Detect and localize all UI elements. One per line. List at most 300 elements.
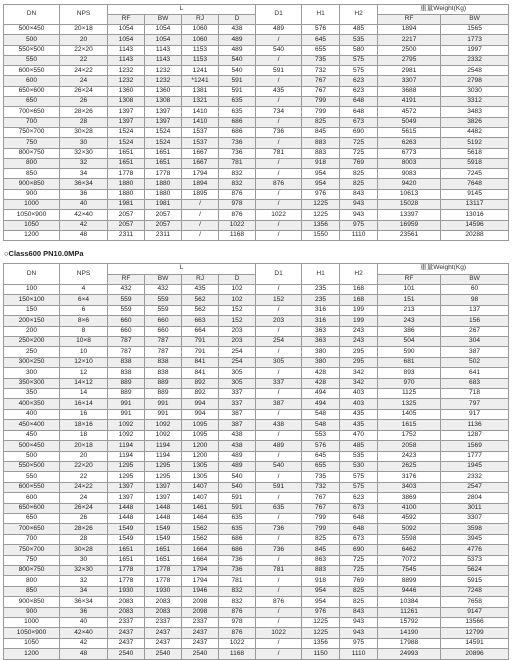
cell-h1: 799	[302, 513, 340, 523]
cell-l-rf: 1651	[108, 545, 145, 555]
cell-l-d: 254	[219, 357, 256, 367]
cell-weight-rf: 4100	[378, 503, 441, 513]
cell-l-rf: 838	[108, 368, 145, 378]
cell-h1: 732	[302, 66, 340, 76]
cell-h1: 1225	[302, 200, 340, 210]
cell-h1: 767	[302, 503, 340, 513]
cell-l-rf: 1930	[108, 586, 145, 596]
cell-l-bw: 1524	[145, 127, 182, 137]
table-row	[4, 138, 509, 148]
table-row	[4, 158, 509, 168]
cell-d1: /	[256, 117, 302, 127]
cell-l-rj: 435	[182, 285, 219, 295]
cell-d1: /	[256, 649, 302, 659]
cell-l-d: 876	[219, 628, 256, 638]
cell-weight-bw: 3945	[441, 534, 509, 544]
cell-l-rf: 2311	[108, 230, 145, 240]
header-weight-bw: BW	[441, 15, 509, 25]
cell-h2: 403	[340, 399, 378, 409]
cell-l-bw: 1397	[145, 482, 182, 492]
cell-l-rj: /	[182, 200, 219, 210]
header-weight-rf: RF	[378, 274, 441, 285]
cell-l-rf: 1880	[108, 189, 145, 199]
cell-l-d: 540	[219, 55, 256, 65]
cell-nps: 26×24	[60, 503, 108, 513]
table-row	[4, 378, 509, 388]
cell-l-rj: /	[182, 210, 219, 220]
table-row	[4, 565, 509, 575]
cell-dn: 800	[4, 576, 60, 586]
cell-dn: 900	[4, 607, 60, 617]
cell-weight-rf: 213	[378, 305, 441, 315]
cell-h1: 767	[302, 493, 340, 503]
cell-dn: 200	[4, 326, 60, 336]
cell-h2: 623	[340, 76, 378, 86]
table-row	[4, 55, 509, 65]
cell-nps: 12	[60, 368, 108, 378]
cell-nps: 10×8	[60, 337, 108, 347]
cell-l-rj: 2437	[182, 638, 219, 648]
cell-dn: 650×600	[4, 86, 60, 96]
cell-dn: 100	[4, 285, 60, 295]
header-h1: H1	[302, 264, 340, 285]
header-rf: RF	[108, 274, 145, 285]
cell-d1: /	[256, 220, 302, 230]
cell-l-bw: 2437	[145, 638, 182, 648]
cell-l-rj: 2540	[182, 649, 219, 659]
cell-weight-rf: 101	[378, 285, 441, 295]
cell-h2: 975	[340, 220, 378, 230]
cell-dn: 850	[4, 586, 60, 596]
cell-l-bw: 2057	[145, 220, 182, 230]
cell-weight-rf: 243	[378, 316, 441, 326]
cell-nps: 24	[60, 493, 108, 503]
cell-h1: 845	[302, 545, 340, 555]
cell-d1: /	[256, 493, 302, 503]
table-row	[4, 86, 509, 96]
cell-l-rf: 1651	[108, 148, 145, 158]
cell-weight-rf: 3307	[378, 76, 441, 86]
cell-l-bw: 1880	[145, 189, 182, 199]
cell-l-rf: 660	[108, 326, 145, 336]
cell-dn: 1200	[4, 230, 60, 240]
cell-l-rj: 1410	[182, 117, 219, 127]
table-row	[4, 534, 509, 544]
cell-d1: /	[256, 347, 302, 357]
cell-d1: /	[256, 451, 302, 461]
cell-h2: 295	[340, 357, 378, 367]
cell-h2: 168	[340, 285, 378, 295]
cell-d1: 254	[256, 337, 302, 347]
cell-dn: 550	[4, 55, 60, 65]
cell-weight-rf: 15028	[378, 200, 441, 210]
cell-dn: 300×250	[4, 357, 60, 367]
cell-nps: 40	[60, 200, 108, 210]
cell-l-rj: 1667	[182, 158, 219, 168]
cell-weight-bw: 3011	[441, 503, 509, 513]
cell-dn: 500	[4, 35, 60, 45]
cell-l-bw: 1981	[145, 200, 182, 210]
cell-weight-rf: 16959	[378, 220, 441, 230]
cell-dn: 200×150	[4, 316, 60, 326]
cell-dn: 450	[4, 430, 60, 440]
cell-h2: 1110	[340, 230, 378, 240]
cell-nps: 32	[60, 576, 108, 586]
cell-l-d: 591	[219, 86, 256, 96]
cell-l-rf: 1549	[108, 534, 145, 544]
cell-l-d: 635	[219, 107, 256, 117]
cell-h2: 843	[340, 189, 378, 199]
cell-d1: /	[256, 230, 302, 240]
cell-l-rf: 1194	[108, 451, 145, 461]
header-d: D	[219, 274, 256, 285]
cell-weight-bw: 267	[441, 326, 509, 336]
valve-dimension-table-2	[3, 263, 509, 660]
cell-d1: 152	[256, 295, 302, 305]
cell-weight-rf: 3403	[378, 482, 441, 492]
table-2-body	[4, 285, 509, 660]
cell-dn: 750	[4, 138, 60, 148]
cell-weight-bw: 14596	[441, 220, 509, 230]
table-row	[4, 555, 509, 565]
cell-nps: 24×22	[60, 482, 108, 492]
cell-l-rj: 1562	[182, 524, 219, 534]
cell-nps: 40	[60, 618, 108, 628]
cell-weight-rf: 1894	[378, 25, 441, 35]
cell-weight-bw: 1287	[441, 430, 509, 440]
cell-nps: 48	[60, 649, 108, 659]
header-dn: DN	[4, 5, 60, 25]
table-row	[4, 399, 509, 409]
cell-h2: 769	[340, 158, 378, 168]
cell-d1: /	[256, 158, 302, 168]
cell-l-d: 686	[219, 117, 256, 127]
cell-weight-rf: 24993	[378, 649, 441, 659]
cell-l-rf: 1981	[108, 200, 145, 210]
cell-d1: /	[256, 285, 302, 295]
cell-l-rf: 1880	[108, 179, 145, 189]
cell-nps: 14	[60, 389, 108, 399]
cell-nps: 26	[60, 97, 108, 107]
cell-h1: 494	[302, 399, 340, 409]
table-row	[4, 597, 509, 607]
cell-weight-bw: 5915	[441, 576, 509, 586]
cell-h2: 535	[340, 35, 378, 45]
table-row	[4, 545, 509, 555]
cell-h1: 655	[302, 45, 340, 55]
cell-l-rf: 2083	[108, 597, 145, 607]
cell-l-rf: 1054	[108, 35, 145, 45]
cell-h2: 485	[340, 441, 378, 451]
cell-l-rf: 1143	[108, 45, 145, 55]
cell-weight-bw: 5192	[441, 138, 509, 148]
cell-l-d: 832	[219, 179, 256, 189]
cell-dn: 900×850	[4, 597, 60, 607]
cell-d1: 1022	[256, 210, 302, 220]
cell-weight-bw: 13566	[441, 618, 509, 628]
cell-nps: 22	[60, 472, 108, 482]
cell-l-rj: 1894	[182, 179, 219, 189]
cell-weight-bw: 3312	[441, 97, 509, 107]
cell-d1: 781	[256, 148, 302, 158]
cell-weight-rf: 2981	[378, 66, 441, 76]
cell-l-d: 736	[219, 148, 256, 158]
cell-weight-bw: 917	[441, 409, 509, 419]
cell-h1: 576	[302, 25, 340, 35]
cell-h2: 769	[340, 576, 378, 586]
cell-l-rj: 1060	[182, 25, 219, 35]
cell-h2: 673	[340, 503, 378, 513]
cell-l-bw: 2057	[145, 210, 182, 220]
cell-l-rj: 1562	[182, 534, 219, 544]
cell-weight-rf: 7072	[378, 555, 441, 565]
cell-l-bw: 1778	[145, 576, 182, 586]
cell-weight-rf: 4572	[378, 107, 441, 117]
cell-weight-rf: 1325	[378, 399, 441, 409]
cell-h2: 575	[340, 472, 378, 482]
cell-l-bw: 991	[145, 409, 182, 419]
cell-d1: /	[256, 305, 302, 315]
cell-dn: 1200	[4, 649, 60, 659]
cell-weight-bw: 718	[441, 389, 509, 399]
header-d1: D1	[256, 264, 302, 285]
header-bw: BW	[145, 15, 182, 25]
cell-l-rf: 991	[108, 409, 145, 419]
cell-h2: 1110	[340, 649, 378, 659]
cell-l-bw: 1054	[145, 35, 182, 45]
cell-weight-bw: 13016	[441, 210, 509, 220]
cell-weight-rf: 1405	[378, 409, 441, 419]
cell-d1: 305	[256, 357, 302, 367]
table-row	[4, 200, 509, 210]
cell-l-bw: 787	[145, 347, 182, 357]
cell-l-bw: 889	[145, 378, 182, 388]
cell-l-rj: 1461	[182, 503, 219, 513]
cell-l-rf: 991	[108, 399, 145, 409]
cell-l-d: 489	[219, 35, 256, 45]
cell-l-d: 1168	[219, 649, 256, 659]
cell-dn: 550	[4, 472, 60, 482]
cell-h1: 1150	[302, 649, 340, 659]
table-row	[4, 420, 509, 430]
table-row	[4, 337, 509, 347]
cell-l-rj: 2098	[182, 597, 219, 607]
cell-h2: 435	[340, 409, 378, 419]
cell-l-d: 540	[219, 472, 256, 482]
cell-weight-bw: 387	[441, 347, 509, 357]
cell-weight-rf: 17988	[378, 638, 441, 648]
cell-dn: 300	[4, 368, 60, 378]
cell-l-bw: 2083	[145, 597, 182, 607]
cell-l-rf: 2337	[108, 618, 145, 628]
table-row	[4, 127, 509, 137]
cell-h2: 943	[340, 628, 378, 638]
cell-h1: 799	[302, 107, 340, 117]
cell-l-rf: 1778	[108, 169, 145, 179]
cell-l-bw: 1651	[145, 158, 182, 168]
cell-h1: 645	[302, 35, 340, 45]
cell-h2: 690	[340, 545, 378, 555]
cell-h2: 975	[340, 638, 378, 648]
cell-l-d: 781	[219, 576, 256, 586]
header-h1: H1	[302, 5, 340, 25]
cell-d1: /	[256, 35, 302, 45]
cell-h2: 943	[340, 200, 378, 210]
cell-h1: 735	[302, 472, 340, 482]
cell-d1: /	[256, 618, 302, 628]
cell-l-rj: 1305	[182, 472, 219, 482]
cell-h1: 576	[302, 441, 340, 451]
cell-dn: 750	[4, 555, 60, 565]
cell-h1: 735	[302, 55, 340, 65]
cell-nps: 30×28	[60, 127, 108, 137]
cell-weight-bw: 2798	[441, 76, 509, 86]
cell-weight-rf: 4592	[378, 513, 441, 523]
cell-l-d: 102	[219, 285, 256, 295]
cell-h1: 976	[302, 607, 340, 617]
cell-nps: 20	[60, 35, 108, 45]
cell-nps: 24×22	[60, 66, 108, 76]
cell-l-rf: 2057	[108, 210, 145, 220]
cell-weight-bw: 4482	[441, 127, 509, 137]
cell-l-rf: 2057	[108, 220, 145, 230]
cell-h2: 943	[340, 618, 378, 628]
cell-nps: 20	[60, 451, 108, 461]
cell-weight-bw: 3030	[441, 86, 509, 96]
cell-h2: 623	[340, 493, 378, 503]
cell-l-d: 978	[219, 618, 256, 628]
cell-l-d: 387	[219, 409, 256, 419]
cell-dn: 800×750	[4, 148, 60, 158]
cell-dn: 700×650	[4, 524, 60, 534]
cell-l-rf: 1194	[108, 441, 145, 451]
table-row	[4, 524, 509, 534]
cell-l-rf: 1295	[108, 461, 145, 471]
cell-weight-bw: 14591	[441, 638, 509, 648]
cell-l-d: 203	[219, 326, 256, 336]
cell-weight-bw: 1777	[441, 451, 509, 461]
cell-l-rf: 2083	[108, 607, 145, 617]
cell-weight-rf: 9083	[378, 169, 441, 179]
cell-h2: 725	[340, 555, 378, 565]
cell-dn: 650×600	[4, 503, 60, 513]
table-row	[4, 66, 509, 76]
cell-l-rj: 562	[182, 295, 219, 305]
cell-h1: 428	[302, 368, 340, 378]
table-row	[4, 25, 509, 35]
cell-l-bw: 2337	[145, 618, 182, 628]
cell-l-d: 686	[219, 127, 256, 137]
cell-h1: 918	[302, 158, 340, 168]
cell-l-rf: 1308	[108, 97, 145, 107]
cell-nps: 48	[60, 230, 108, 240]
cell-l-rj: 1241	[182, 66, 219, 76]
cell-dn: 550×500	[4, 45, 60, 55]
cell-weight-rf: 2058	[378, 441, 441, 451]
cell-l-bw: 2540	[145, 649, 182, 659]
cell-dn: 600	[4, 76, 60, 86]
cell-weight-bw: 1136	[441, 420, 509, 430]
table-row	[4, 117, 509, 127]
cell-l-d: 591	[219, 503, 256, 513]
cell-l-rf: 1092	[108, 420, 145, 430]
cell-weight-bw: 5618	[441, 148, 509, 158]
cell-l-rf: 2437	[108, 638, 145, 648]
cell-weight-rf: 14190	[378, 628, 441, 638]
cell-l-bw: 1232	[145, 66, 182, 76]
cell-l-bw: 1448	[145, 503, 182, 513]
cell-nps: 42×40	[60, 210, 108, 220]
table-row	[4, 295, 509, 305]
cell-l-rj: 1794	[182, 565, 219, 575]
cell-h1: 548	[302, 409, 340, 419]
cell-h2: 342	[340, 368, 378, 378]
cell-weight-bw: 1773	[441, 35, 509, 45]
header-h2: H2	[340, 264, 378, 285]
table-row	[4, 513, 509, 523]
cell-weight-bw: 3483	[441, 107, 509, 117]
cell-h2: 243	[340, 326, 378, 336]
cell-l-rj: 1321	[182, 97, 219, 107]
cell-l-bw: 1397	[145, 107, 182, 117]
cell-l-bw: 1778	[145, 169, 182, 179]
cell-weight-bw: 20896	[441, 649, 509, 659]
cell-weight-bw: 98	[441, 295, 509, 305]
cell-nps: 4	[60, 285, 108, 295]
cell-h1: 553	[302, 430, 340, 440]
cell-l-bw: 1549	[145, 524, 182, 534]
cell-weight-rf: 504	[378, 337, 441, 347]
cell-weight-rf: 5092	[378, 524, 441, 534]
cell-l-d: 540	[219, 482, 256, 492]
table-row	[4, 576, 509, 586]
table-row	[4, 326, 509, 336]
table-row	[4, 638, 509, 648]
cell-dn: 150×100	[4, 295, 60, 305]
cell-weight-rf: 3176	[378, 472, 441, 482]
cell-d1: 387	[256, 399, 302, 409]
cell-l-rf: 1651	[108, 555, 145, 565]
cell-nps: 18×16	[60, 420, 108, 430]
cell-h1: 235	[302, 295, 340, 305]
cell-h2: 535	[340, 451, 378, 461]
cell-nps: 32	[60, 158, 108, 168]
cell-l-d: 387	[219, 420, 256, 430]
cell-weight-rf: 23561	[378, 230, 441, 240]
cell-dn: 350	[4, 389, 60, 399]
cell-h1: 825	[302, 117, 340, 127]
cell-l-bw: 2311	[145, 230, 182, 240]
cell-l-rj: 1946	[182, 586, 219, 596]
cell-h2: 825	[340, 179, 378, 189]
cell-weight-rf: 13397	[378, 210, 441, 220]
cell-weight-rf: 590	[378, 347, 441, 357]
cell-l-rf: 1778	[108, 576, 145, 586]
cell-dn: 750×700	[4, 545, 60, 555]
table-row	[4, 148, 509, 158]
class600-caption: ○Class600 PN10.0MPa	[4, 249, 84, 258]
cell-h1: 380	[302, 347, 340, 357]
cell-d1: /	[256, 638, 302, 648]
cell-weight-bw: 2804	[441, 493, 509, 503]
cell-l-d: 781	[219, 158, 256, 168]
cell-weight-rf: 9446	[378, 586, 441, 596]
cell-nps: 28	[60, 534, 108, 544]
cell-l-d: 337	[219, 389, 256, 399]
cell-d1: 736	[256, 524, 302, 534]
cell-l-bw: 1194	[145, 451, 182, 461]
cell-nps: 6	[60, 305, 108, 315]
